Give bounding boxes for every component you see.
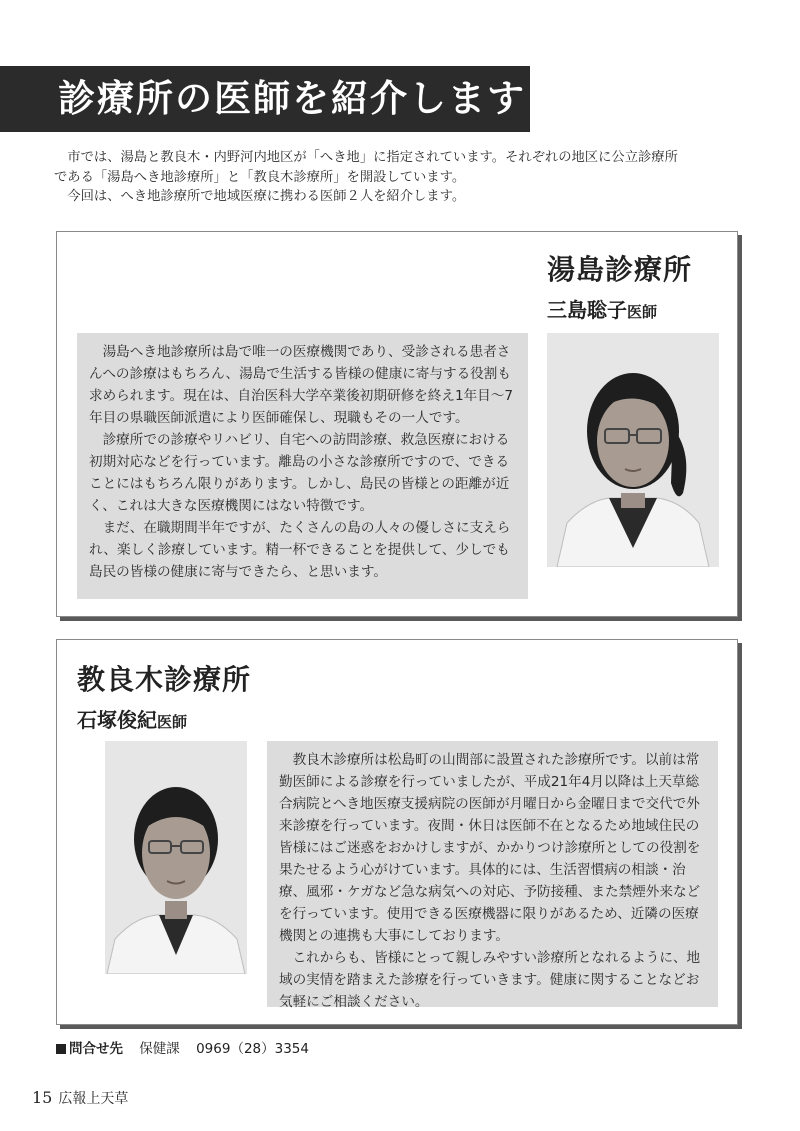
doctor-title: 医師 — [157, 713, 188, 731]
doctor-name-line — [77, 704, 187, 733]
clinic-name: 湯島診療所 — [547, 253, 693, 286]
doctor-name: 石塚俊紀 — [77, 708, 157, 732]
clinic-description — [267, 741, 718, 1010]
intro-line: である「湯島へき地診療所」と「教良木診療所」を開設しています。 — [54, 169, 466, 185]
page-number: 15 — [32, 1088, 53, 1107]
page-footer — [32, 1088, 128, 1108]
description-paragraph: 診療所での診療やリハビリ、自宅への訪問診療、救急医療における初期対応などを行っています。離島の小さな診療所ですので、できることにはもちろん限りがあります。しかし、島民の皆様との距離が近く、これは大きな医療機関にはない特徴です。 — [89, 432, 510, 514]
intro-text — [54, 148, 754, 207]
clinic-card-yushima — [56, 231, 738, 617]
intro-line: 今回は、へき地診療所で地域医療に携わる医師２人を紹介します。 — [67, 189, 466, 204]
doctor-name: 三島聡子 — [547, 298, 627, 322]
description-paragraph: まだ、在職期間半年ですが、たくさんの島の人々の優しさに支えられ、楽しく診療しています。精一杯できることを提供して、少しでも島民の皆様の健康に寄与できたら、と思います。 — [89, 520, 511, 580]
portrait-female-icon — [547, 333, 719, 567]
clinic-name: 教良木診療所 — [77, 663, 252, 696]
description-paragraph: 湯島へき地診療所は島で唯一の医療機関であり、受診される患者さんへの診療はもちろん、湯島で生活する皆様の健康に寄与する役割も求められます。現在は、自治医科大学卒業後初期研修を終え1年目〜7年目の県職医師派遣により医師確保し、現職もその一人です。 — [89, 344, 514, 426]
intro-line: 市では、湯島と教良木・内野河内地区が「へき地」に指定されています。それぞれの地区に公立診療所 — [67, 150, 678, 165]
description-paragraph: これからも、皆様にとって親しみやすい診療所となれるように、地域の実情を踏まえた診療を行っていきます。健康に関することなどお気軽にご相談ください。 — [279, 950, 701, 1010]
contact-label: 問合せ先 — [69, 1041, 123, 1057]
doctor-photo — [547, 333, 719, 567]
portrait-male-icon — [105, 741, 247, 974]
contact-phone: 0969（28）3354 — [196, 1041, 309, 1057]
doctor-title: 医師 — [627, 303, 658, 321]
clinic-card-kyoragi — [56, 639, 738, 1025]
square-bullet-icon — [56, 1044, 66, 1054]
description-paragraph: 教良木診療所は松島町の山間部に設置された診療所です。以前は常勤医師による診療を行っていましたが、平成21年4月以降は上天草総合病院とへき地医療支援病院の医師が月曜日から金曜日まで交代で外来診療を行っています。夜間・休日は医師不在となるため地域住民の皆様にはご迷惑をおかけしますが、かかりつけ診療所としての役割を果たせるよう心がけています。具体的には、生活習慣病の相談・治療、風邪・ケガなど急な病気への対応、予防接種、また禁煙外来などを行っています。使用できる医療機器に限りがあるため、近隣の医療機関との連携も大事にしております。 — [279, 752, 701, 944]
page-title: 診療所の医師を紹介します — [0, 66, 530, 132]
publication-name: 広報上天草 — [58, 1091, 129, 1107]
contact-department: 保健課 — [139, 1041, 180, 1057]
clinic-description — [77, 333, 528, 599]
doctor-photo — [105, 741, 247, 974]
contact-info — [56, 1037, 309, 1057]
doctor-name-line — [547, 294, 657, 323]
